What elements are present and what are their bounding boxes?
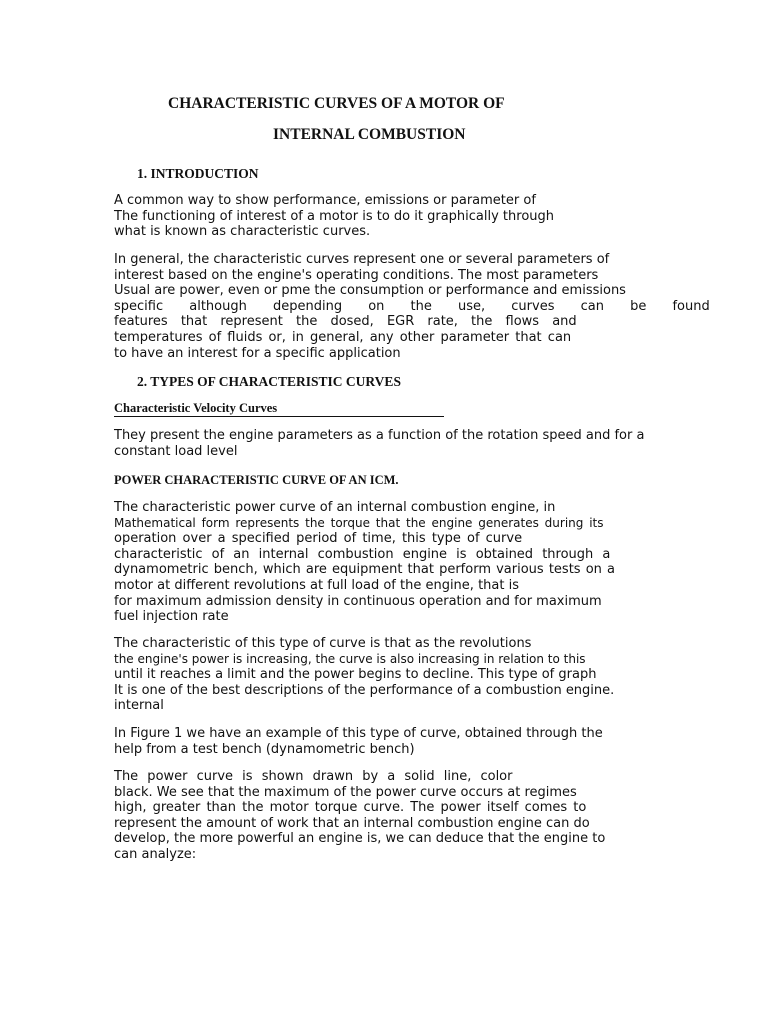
text-line: fuel injection rate	[114, 609, 229, 625]
text-line: constant load level	[114, 443, 238, 459]
power-paragraph-4	[114, 769, 605, 863]
power-paragraph-2	[114, 636, 614, 714]
text-line: represent the amount of work that an internal combustion engine can do	[114, 815, 590, 831]
intro-paragraph-2	[114, 252, 710, 361]
text-line: In general, the characteristic curves represent one or several parameters of	[114, 252, 610, 267]
text-line: develop, the more powerful an engine is, we can deduce that the engine to	[114, 831, 606, 847]
text-line: what is known as characteristic curves.	[114, 224, 371, 240]
text-line: black. We see that the maximum of the power curve occurs at regimes	[114, 784, 577, 800]
power-curve-heading: POWER CHARACTERISTIC CURVE OF AN ICM.	[114, 473, 399, 487]
text-line: The functioning of interest of a motor is to do it graphically through	[114, 208, 555, 224]
text-line: motor at different revolutions at full load of the engine, that is	[114, 577, 519, 593]
power-paragraph-1	[114, 500, 615, 625]
section-2-heading: 2. TYPES OF CHARACTERISTIC CURVES	[137, 374, 401, 389]
document-title-line-1: CHARACTERISTIC CURVES OF A MOTOR OF	[168, 95, 505, 112]
text-line: The characteristic power curve of an internal combustion engine, in	[114, 500, 556, 515]
text-line: dynamometric bench, which are equipment that perform various tests on a	[114, 562, 615, 578]
section-1-heading: 1. INTRODUCTION	[137, 166, 259, 181]
text-line: Mathematical form represents the torque that the engine generates during its	[114, 515, 604, 530]
text-line: help from a test bench (dynamometric bench)	[114, 741, 415, 757]
text-line: operation over a specified period of time, this type of curve	[114, 531, 523, 547]
text-line: It is one of the best descriptions of the performance of a combustion engine.	[114, 682, 615, 698]
text-line: can analyze:	[114, 846, 197, 862]
text-line: for maximum admission density in continuous operation and for maximum	[114, 593, 602, 609]
velocity-paragraph	[114, 428, 644, 459]
text-line: The power curve is shown drawn by a solid line, color	[114, 769, 513, 784]
text-line: A common way to show performance, emissions or parameter of	[114, 193, 536, 208]
text-line: The characteristic of this type of curve is that as the revolutions	[114, 636, 532, 651]
text-line: temperatures of fluids or, in general, any other parameter that can	[114, 329, 572, 345]
text-line: specific although depending on the use, curves can be found	[114, 298, 710, 314]
text-line: Usual are power, even or pme the consumption or performance and emissions	[114, 283, 626, 299]
text-line: high, greater than the motor torque curve. The power itself comes to	[114, 800, 587, 816]
text-line: the engine's power is increasing, the curve is also increasing in relation to this	[114, 651, 586, 666]
text-line: characteristic of an internal combustion engine is obtained through a	[114, 546, 611, 562]
text-line: internal	[114, 698, 164, 714]
text-line: until it reaches a limit and the power begins to decline. This type of graph	[114, 667, 597, 683]
intro-paragraph-1	[114, 193, 580, 240]
document-title-line-2: INTERNAL COMBUSTION	[273, 126, 466, 143]
text-line: to have an interest for a specific application	[114, 345, 401, 361]
text-line: interest based on the engine's operating conditions. The most parameters	[114, 267, 599, 283]
power-paragraph-3	[114, 726, 603, 757]
text-line: In Figure 1 we have an example of this type of curve, obtained through the	[114, 726, 603, 741]
velocity-curves-subheading: Characteristic Velocity Curves	[114, 401, 444, 417]
text-line: features that represent the dosed, EGR rate, the flows and	[114, 314, 577, 330]
text-line: They present the engine parameters as a function of the rotation speed and for a	[114, 428, 645, 443]
